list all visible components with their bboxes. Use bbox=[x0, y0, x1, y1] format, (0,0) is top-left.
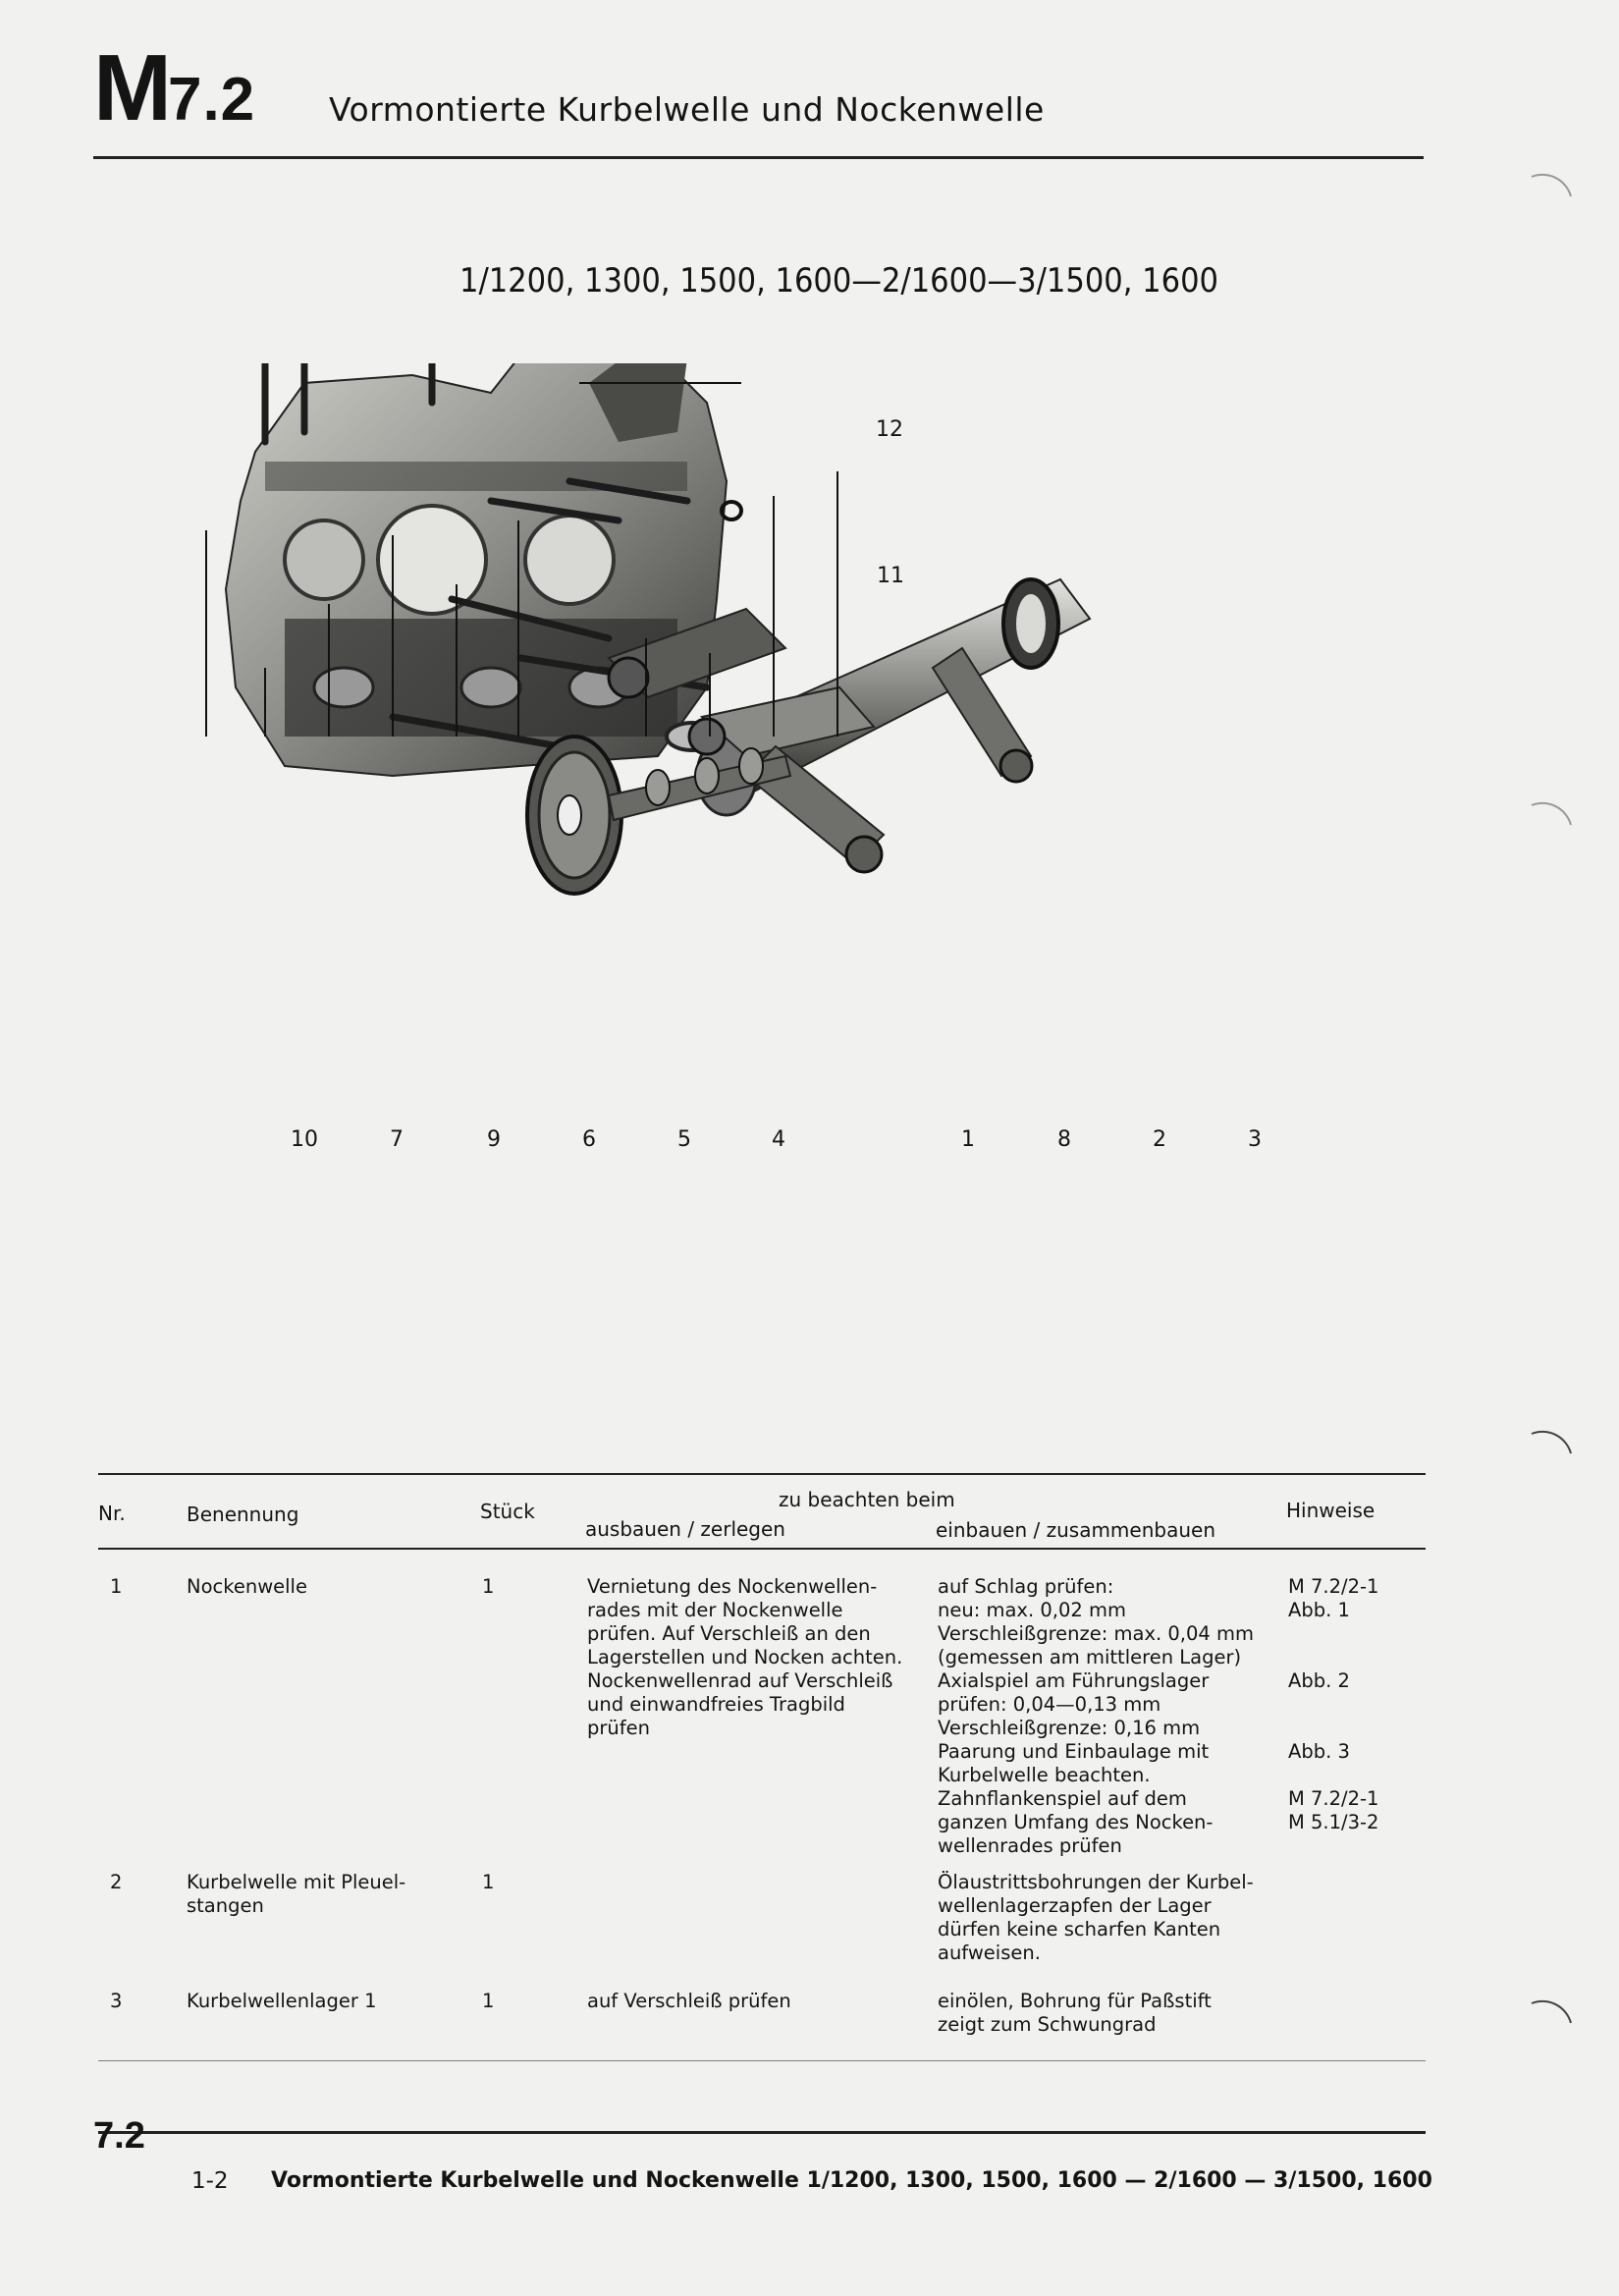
table-header-rule bbox=[98, 1548, 1426, 1550]
exploded-view-figure bbox=[196, 363, 1325, 1169]
callout-5: 5 bbox=[677, 1127, 691, 1152]
callout-8: 8 bbox=[1057, 1127, 1071, 1152]
section-code bbox=[93, 35, 256, 140]
header-ausbauen: ausbauen / zerlegen bbox=[585, 1517, 785, 1541]
callout-1: 1 bbox=[961, 1127, 975, 1152]
row-1-nr: 1 bbox=[110, 1575, 123, 1598]
row-1-remove: Vernietung des Nockenwellen- rades mit der Nockenwelle prüfen. Auf Verschleiß an den Lagerstellen und Nocken achten. Nockenwellenrad auf Verschleiß und einwandfreies Tragbild prüfen bbox=[587, 1575, 903, 1739]
table-bottom-rule bbox=[98, 2060, 1426, 2061]
row-1-install: auf Schlag prüfen: neu: max. 0,02 mm Verschleißgrenze: max. 0,04 mm (gemessen am mittleren Lager) Axialspiel am Führungslager prüfen: 0,04—0,13 mm Verschleißgrenze: 0,16 mm Paarung und Einbaulage mit Kurbelwelle beachten. Zahnflankenspiel auf dem ganzen Umfang des Nocken- wellenrades prüfen bbox=[938, 1575, 1255, 1857]
row-3-remove: auf Verschleiß prüfen bbox=[587, 1990, 791, 2012]
row-3-nr: 3 bbox=[110, 1990, 123, 2012]
page-title: Vormontierte Kurbelwelle und Nockenwelle bbox=[329, 90, 1045, 129]
callout-9: 9 bbox=[487, 1127, 501, 1152]
row-2-qty: 1 bbox=[482, 1871, 495, 1893]
header-stueck: Stück bbox=[480, 1500, 535, 1523]
camshaft-gear bbox=[527, 737, 621, 894]
callout-6: 6 bbox=[582, 1127, 596, 1152]
callout-3: 3 bbox=[1248, 1127, 1262, 1152]
footer-page-number: 1-2 bbox=[191, 2168, 229, 2194]
row-3-name: Kurbelwellenlager 1 bbox=[187, 1990, 377, 2012]
row-1-qty: 1 bbox=[482, 1575, 495, 1598]
callout-4: 4 bbox=[772, 1127, 785, 1152]
callout-7: 7 bbox=[390, 1127, 404, 1152]
row-2-install: Ölaustrittsbohrungen der Kurbel- wellenlagerzapfen der Lager dürfen keine scharfen Kanten aufweisen. bbox=[938, 1871, 1254, 1964]
header-hinweise: Hinweise bbox=[1286, 1499, 1376, 1522]
model-variants: 1/1200, 1300, 1500, 1600—2/1600—3/1500, 1600 bbox=[459, 261, 1218, 301]
row-3-qty: 1 bbox=[482, 1990, 495, 2012]
row-2-nr: 2 bbox=[110, 1871, 123, 1893]
callout-10: 10 bbox=[291, 1127, 318, 1152]
footer-section-number: 7.2 bbox=[93, 2115, 145, 2157]
footer-title: Vormontierte Kurbelwelle und Nockenwelle 1/1200, 1300, 1500, 1600 — 2/1600 — 3/1500, 1600 bbox=[271, 2168, 1432, 2193]
header-einbauen: einbauen / zusammenbauen bbox=[936, 1518, 1215, 1542]
bearing-ring-bore bbox=[1016, 594, 1046, 653]
header-benennung: Benennung bbox=[187, 1503, 299, 1526]
row-3-install: einölen, Bohrung für Paßstift zeigt zum Schwungrad bbox=[938, 1990, 1212, 2036]
callout-11: 11 bbox=[877, 564, 904, 588]
row-1-name: Nockenwelle bbox=[187, 1575, 307, 1598]
section-code-letter: M bbox=[93, 35, 168, 140]
table-top-rule bbox=[98, 1473, 1426, 1475]
footer-rule bbox=[98, 2131, 1426, 2134]
header-nr: Nr. bbox=[98, 1502, 126, 1525]
row-1-notes: M 7.2/2-1 Abb. 1 Abb. 2 Abb. 3 M 7.2/2-1 M 5.1/3-2 bbox=[1288, 1575, 1379, 1833]
header-zu-beachten: zu beachten beim bbox=[779, 1488, 955, 1511]
header-rule bbox=[93, 156, 1424, 159]
callout-2: 2 bbox=[1153, 1127, 1166, 1152]
row-2-name: Kurbelwelle mit Pleuel- stangen bbox=[187, 1871, 406, 1917]
section-code-number: 7.2 bbox=[167, 66, 256, 134]
binder-hole-marks bbox=[1512, 157, 1610, 2121]
callout-12: 12 bbox=[876, 417, 903, 442]
